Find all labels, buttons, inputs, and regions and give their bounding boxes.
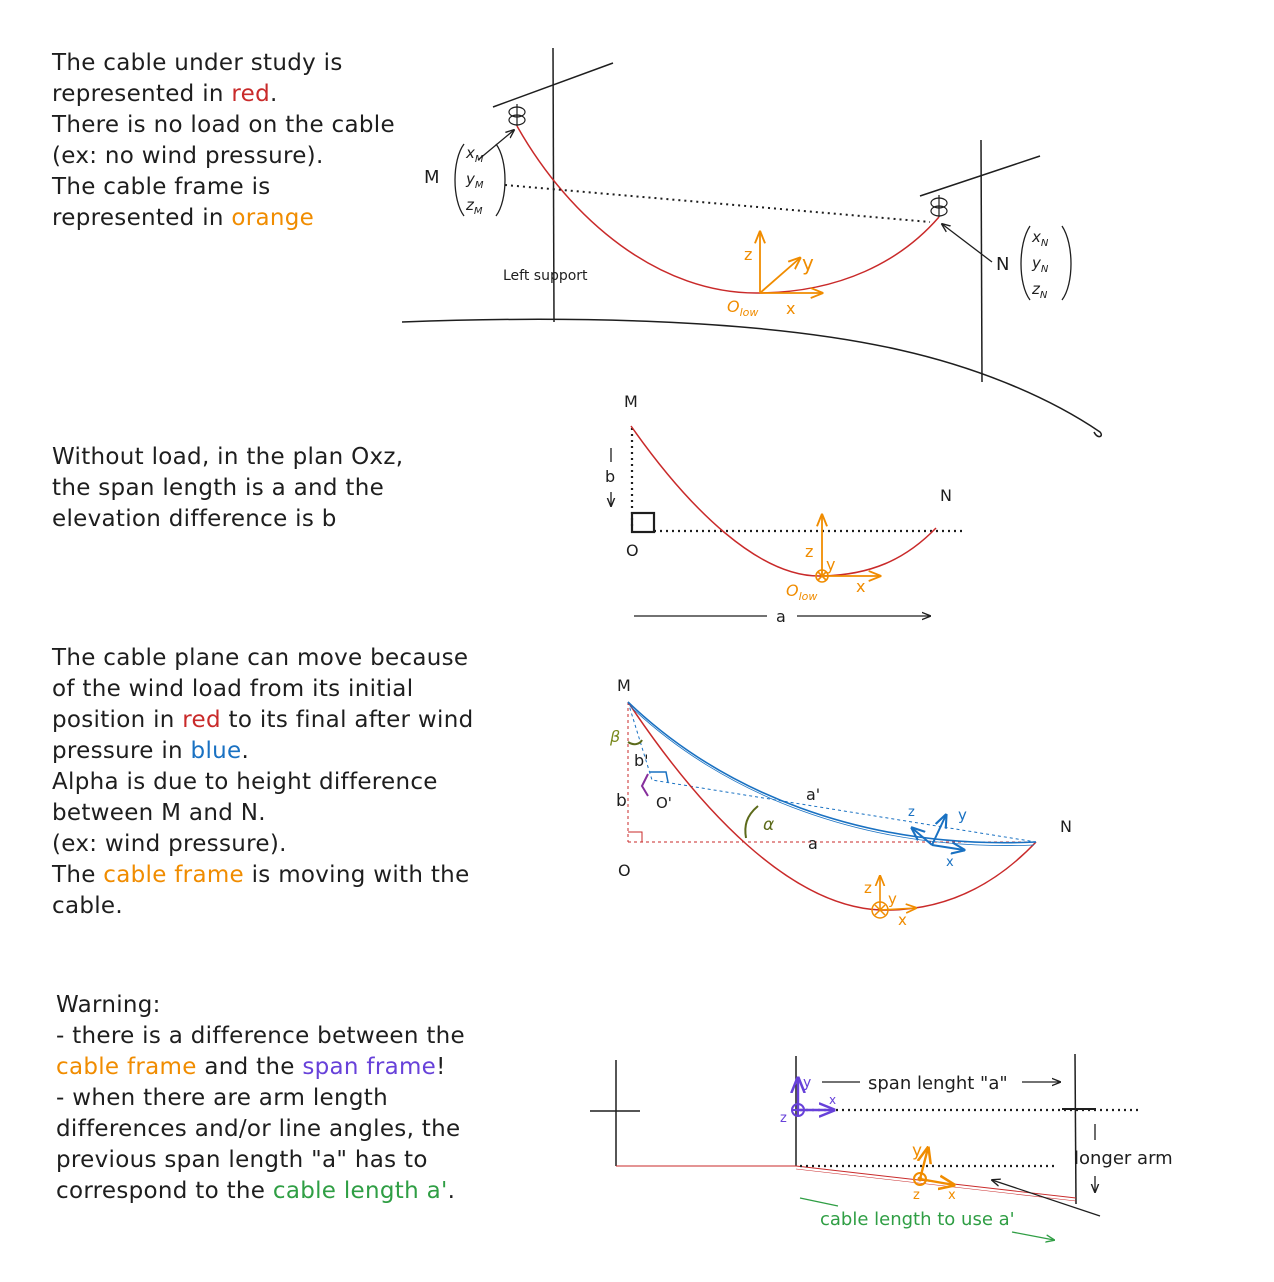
orange-y-label: y — [826, 555, 836, 574]
text-line: represented in red. — [52, 81, 278, 107]
point-o-prime-label: O' — [656, 794, 672, 812]
alpha-label: α — [763, 815, 775, 835]
text-line: The cable plane can move because — [52, 645, 469, 671]
text-line: represented in orange — [52, 205, 315, 231]
cable-blue — [628, 702, 1036, 843]
beta-label: β — [610, 727, 621, 746]
n-pointer-arrow — [942, 224, 992, 262]
purple-bracket — [642, 774, 648, 796]
blue-right-angle-marker — [650, 772, 668, 782]
text-line: - there is a difference between the — [56, 1023, 465, 1049]
blue-z-label: z — [908, 805, 915, 820]
alpha-arc — [745, 806, 758, 838]
text-line: differences and/or line angles, the — [56, 1116, 461, 1142]
orange-x-label: x — [786, 299, 796, 318]
left-support-label: Left support — [503, 268, 588, 284]
green-highlight: cable length a' — [272, 1178, 448, 1204]
blue-x-axis — [932, 845, 964, 850]
red-right-angle-marker — [628, 832, 642, 842]
m-y-coord: $y_M$ — [466, 170, 484, 191]
text-line: Alpha is due to height difference — [52, 769, 438, 795]
b-prime-label: b' — [634, 751, 649, 770]
point-m-label: M — [624, 392, 638, 411]
orange-z-label: z — [864, 879, 872, 897]
orange-y-label: y — [912, 1141, 923, 1161]
orange-y-axis — [760, 258, 800, 293]
text-line: The cable frame is — [52, 174, 271, 200]
point-m-label: M — [617, 676, 631, 695]
red-highlight: red — [182, 707, 221, 733]
orange-x-label: x — [856, 577, 866, 596]
orange-highlight: cable frame — [56, 1054, 197, 1080]
origin-low-label: $O_{low}$ — [786, 581, 818, 603]
text-line: - when there are arm length — [56, 1085, 388, 1111]
cable-red-right-outline — [796, 1169, 1076, 1201]
point-m-label: M — [424, 167, 440, 188]
a-prime-label: a' — [806, 785, 821, 804]
cable-red — [628, 702, 1036, 910]
orange-highlight: orange — [231, 205, 315, 231]
figure-4-span-frame — [590, 1054, 1173, 1240]
orange-x-axis — [880, 908, 916, 910]
text-line: (ex: no wind pressure). — [52, 143, 324, 169]
point-n-label: N — [996, 254, 1010, 275]
text-line: the span length is a and the — [52, 475, 385, 501]
orange-z-label: z — [744, 245, 753, 264]
ground-line — [402, 319, 1101, 436]
point-o-label: O — [626, 541, 639, 560]
n-x-coord: $x_N$ — [1032, 228, 1049, 249]
n-z-coord: $z_N$ — [1032, 280, 1048, 301]
point-o-label: O — [618, 861, 631, 880]
longer-arm-label: longer arm — [1074, 1148, 1173, 1169]
text-line: Without load, in the plan Oxz, — [52, 444, 404, 470]
beta-arc — [628, 740, 642, 744]
purple-x-label: x — [829, 1093, 837, 1107]
orange-y-label: y — [802, 251, 814, 275]
origin-low-label: $O_{low}$ — [727, 297, 759, 319]
text-line: previous span length "a" has to — [56, 1147, 428, 1173]
text-line: between M and N. — [52, 800, 266, 826]
text-line: There is no load on the cable — [52, 112, 395, 138]
text-line: The cable frame is moving with the — [52, 862, 470, 888]
purple-y-label: y — [803, 1075, 812, 1091]
orange-highlight: cable frame — [103, 862, 244, 888]
blue-x-label: x — [946, 855, 954, 870]
m-x-coord: $x_M$ — [466, 144, 484, 165]
span-length-label: span lenght "a" — [868, 1073, 1008, 1094]
text-line: cable frame and the span frame! — [56, 1054, 446, 1080]
text-line: The cable under study is — [52, 50, 343, 76]
purple-z-out-of-page-icon — [792, 1104, 804, 1116]
a-label: a — [776, 607, 786, 626]
text-line: pressure in blue. — [52, 738, 250, 764]
point-n-label: N — [1060, 817, 1072, 836]
n-y-coord: $y_N$ — [1032, 254, 1049, 275]
right-pole — [1075, 1054, 1076, 1204]
text-line: correspond to the cable length a'. — [56, 1178, 456, 1204]
orange-x-label: x — [948, 1188, 956, 1203]
text-line: position in red to its final after wind — [52, 707, 474, 733]
b-label: b — [616, 791, 627, 811]
cable-length-label: cable length to use a' — [820, 1209, 1015, 1230]
text-line: elevation difference is b — [52, 506, 337, 532]
figure-1-cable-3d — [402, 48, 1101, 437]
warning-title: Warning: — [56, 992, 161, 1018]
orange-y-label: y — [888, 890, 897, 908]
text-line: (ex: wind pressure). — [52, 831, 287, 857]
orange-z-label: z — [805, 542, 814, 561]
right-support-arm — [920, 156, 1040, 196]
cable-red — [631, 426, 936, 576]
purple-highlight: span frame — [302, 1054, 437, 1080]
text-line: cable. — [52, 893, 123, 919]
text-line: of the wind load from its initial — [52, 676, 414, 702]
a-label: a — [808, 834, 818, 853]
b-label: b — [605, 467, 616, 486]
orange-z-label: z — [913, 1188, 920, 1203]
point-n-label: N — [940, 486, 952, 505]
red-highlight: red — [231, 81, 270, 107]
blue-y-label: y — [958, 806, 967, 824]
figure-2-plane-oxz — [605, 392, 966, 626]
mn-dotted-line — [505, 185, 930, 222]
cable-blue-outline — [630, 706, 1034, 846]
m-z-coord: $z_M$ — [466, 196, 483, 217]
blue-highlight: blue — [190, 738, 242, 764]
left-insulator-icon — [509, 104, 525, 126]
figure-3-wind-plane — [609, 676, 1072, 929]
purple-z-label: z — [780, 1111, 787, 1126]
right-angle-marker — [632, 513, 654, 532]
right-insulator-icon — [931, 195, 947, 217]
orange-x-label: x — [898, 911, 907, 929]
